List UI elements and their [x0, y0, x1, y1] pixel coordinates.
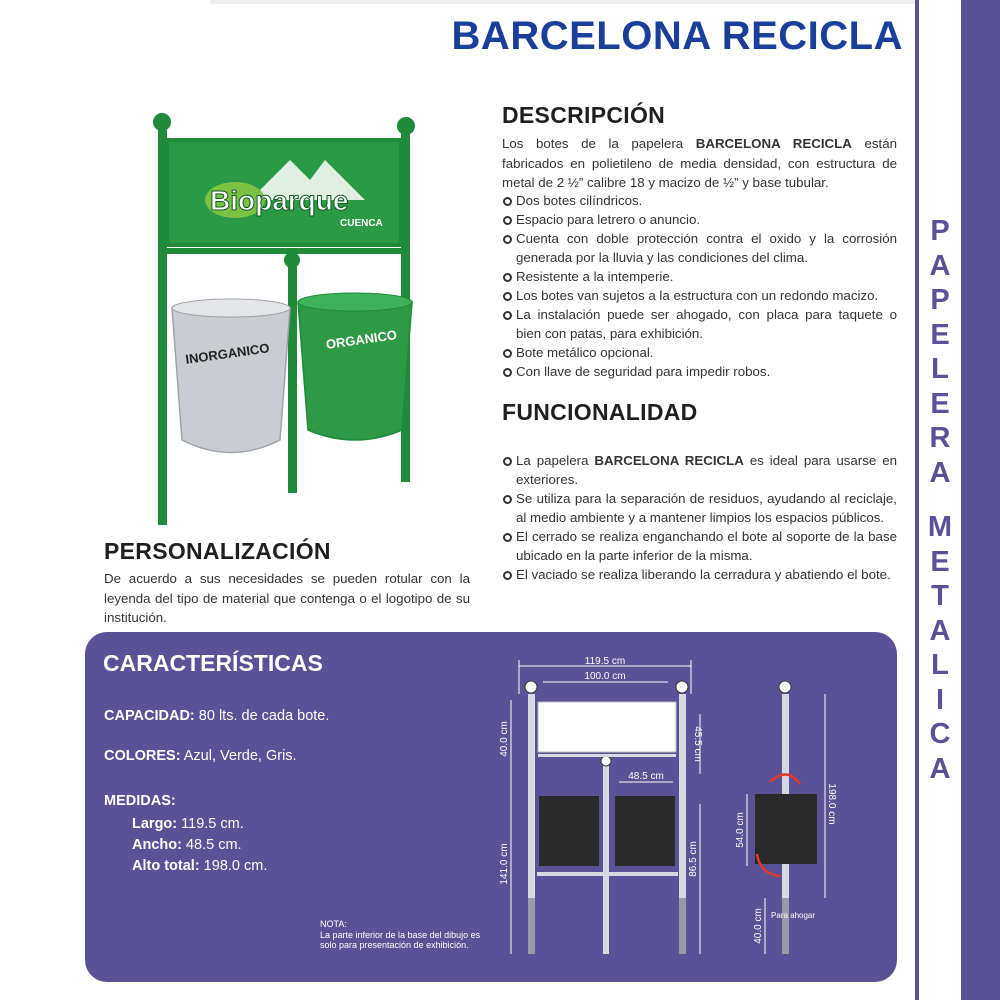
- spec-alto-value: 198.0 cm.: [199, 858, 268, 874]
- bin-right: [298, 302, 412, 440]
- list-item: Con llave de seguridad para impedir robos.: [502, 362, 897, 381]
- dimension-diagram: [495, 654, 875, 974]
- spec-ancho-label: Ancho:: [132, 837, 182, 853]
- caracteristicas-heading: CARACTERÍSTICAS: [103, 650, 323, 676]
- title-bar: [210, 0, 915, 4]
- dim-lower-right: 86.5 cm: [688, 841, 699, 877]
- funcionalidad-b1-bold: BARCELONA RECICLA: [594, 453, 744, 468]
- descripcion-intro: [502, 134, 897, 193]
- spec-largo-value: 119.5 cm.: [177, 816, 244, 832]
- descripcion-intro-post: están fabricados en polietileno de media densidad, con estructura de metal de 2 ½” calibre 18 y macizo de ½” y base tubular.: [502, 136, 897, 190]
- dim-side-bin: 54.0 cm: [735, 812, 746, 848]
- list-item: Espacio para letrero o anuncio.: [502, 210, 897, 229]
- bin-right-rim: [298, 293, 412, 311]
- sidebar-letter: L: [931, 649, 949, 681]
- personalizacion-heading: PERSONALIZACIÓN: [104, 538, 331, 564]
- funcionalidad-heading: FUNCIONALIDAD: [502, 399, 698, 425]
- spec-colores-label: COLORES:: [104, 748, 181, 764]
- dim-sign-left: 40.0 cm: [499, 721, 510, 757]
- list-item: Dos botes cilíndricos.: [502, 191, 897, 210]
- list-item: Cuenta con doble protección contra el oxido y la corrosión generada por la lluvia y las condiciones del clima.: [502, 229, 897, 267]
- sidebar-label-strip: [919, 0, 961, 1000]
- sidebar-letter: L: [931, 353, 949, 385]
- spec-capacidad-label: CAPACIDAD:: [104, 708, 195, 724]
- spec-ancho: [132, 837, 242, 853]
- spec-capacidad: [104, 708, 329, 724]
- sidebar-letter: E: [930, 387, 950, 420]
- spec-colores: [104, 748, 297, 764]
- sidebar-letter: E: [930, 545, 950, 578]
- sign-logo-text: Bioparque: [210, 185, 349, 216]
- list-item: El cerrado se realiza enganchando el bote al soporte de la base ubicado en la parte inferior de la misma.: [502, 527, 897, 565]
- nota-text: NOTA: La parte inferior de la base del dibujo es solo para presentación de exhibición.: [320, 919, 481, 950]
- product-image: [140, 100, 440, 530]
- sidebar-letter: A: [929, 614, 951, 647]
- spec-capacidad-value: 80 lts. de cada bote.: [194, 708, 330, 724]
- descripcion-intro-bold: BARCELONA RECICLA: [695, 136, 852, 151]
- funcionalidad-b1-post: es ideal para usarse en exteriores.: [516, 453, 897, 487]
- list-item: La instalación puede ser ahogado, con placa para taquete o bien con patas, para exhibición.: [502, 305, 897, 343]
- sidebar-letter: I: [935, 683, 945, 716]
- dim-inner-width: 100.0 cm: [584, 671, 626, 682]
- funcionalidad-bullets: [502, 451, 897, 584]
- personalizacion-text: De acuerdo a sus necesidades se pueden rotular con la leyenda del tipo de material que contenga o el logotipo de su institución.: [104, 571, 470, 625]
- sidebar-letter: P: [930, 284, 950, 316]
- descripcion-bullets: [502, 191, 897, 381]
- left-post-cap: [153, 113, 171, 131]
- spec-largo-label: Largo:: [132, 816, 178, 832]
- sidebar-letter: A: [929, 752, 951, 785]
- bin-left-label: INORGANICO: [184, 340, 271, 367]
- list-item: El vaciado se realiza liberando la cerradura y abatiendo el bote.: [502, 565, 897, 584]
- sidebar-letter: E: [930, 318, 950, 351]
- list-item: Bote metálico opcional.: [502, 343, 897, 362]
- descripcion-heading: DESCRIPCIÓN: [502, 102, 666, 128]
- center-post: [288, 265, 297, 493]
- spec-largo: [132, 816, 244, 832]
- sidebar-letter: A: [929, 249, 951, 282]
- dim-lower-left: 141.0 cm: [499, 843, 510, 885]
- list-item: Se utiliza para la separación de residuos, ayudando al reciclaje, al medio ambiente y a mantener limpios los espacios públicos.: [502, 489, 897, 527]
- spec-medidas: [104, 793, 176, 809]
- spec-colores-value: Azul, Verde, Gris.: [180, 748, 297, 764]
- side-note: Para ahogar: [771, 911, 816, 920]
- list-item: [502, 451, 897, 489]
- sidebar-letter: T: [931, 580, 949, 612]
- list-item: Los botes van sujetos a la estructura con un redondo macizo.: [502, 286, 897, 305]
- bin-left-rim: [172, 299, 290, 317]
- sidebar: [915, 0, 1000, 1000]
- sidebar-letter: M: [927, 511, 953, 543]
- bin-right-label: ORGANICO: [324, 327, 398, 352]
- dim-bin-width: 48.5 cm: [628, 771, 664, 782]
- spec-alto: [132, 858, 267, 874]
- center-post-cap: [284, 252, 300, 268]
- dim-side-total: 198.0 cm: [826, 783, 837, 825]
- dim-sign-right: 45.5 cm: [692, 726, 703, 762]
- spec-ancho-value: 48.5 cm.: [181, 837, 242, 853]
- sign-rail: [167, 248, 401, 254]
- spec-medidas-label: MEDIDAS:: [104, 793, 176, 809]
- caracteristicas-panel: [85, 632, 897, 982]
- sidebar-letter: C: [929, 718, 951, 750]
- right-post-cap: [397, 117, 415, 135]
- sidebar-letter: R: [929, 422, 951, 454]
- dim-side-base: 40.0 cm: [753, 908, 764, 944]
- sign-sub-text: CUENCA: [340, 218, 383, 229]
- descripcion-intro-pre: Los botes de la papelera: [502, 136, 696, 151]
- spec-alto-label: Alto total:: [132, 858, 200, 874]
- funcionalidad-b1-pre: La papelera: [516, 453, 595, 468]
- dim-total-width: 119.5 cm: [584, 656, 626, 667]
- sidebar-letter-gap: [919, 490, 961, 510]
- page-title: BARCELONA RECICLA: [451, 14, 903, 58]
- sidebar-letter: P: [930, 215, 950, 247]
- bin-left: [172, 308, 290, 453]
- sidebar-vertical-title: [919, 214, 961, 786]
- front-view: [525, 681, 688, 954]
- sidebar-letter: A: [929, 456, 951, 489]
- list-item: Resistente a la intemperie.: [502, 267, 897, 286]
